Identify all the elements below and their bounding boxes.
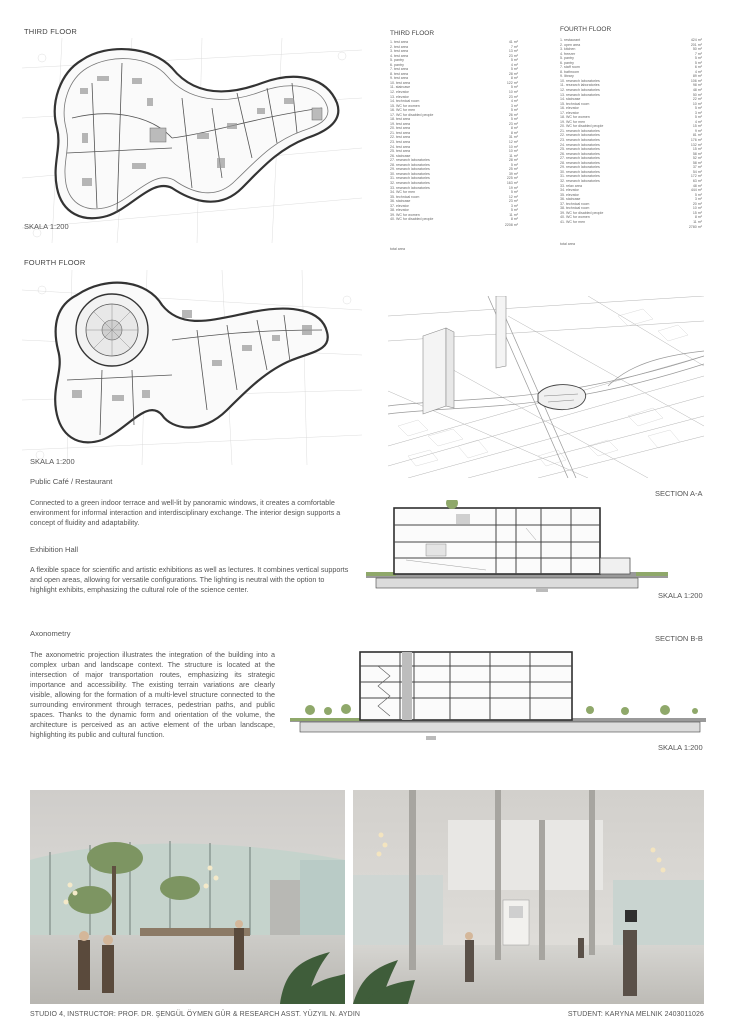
room-name: 8. test area [390, 71, 408, 76]
room-area: 424 m² [690, 38, 702, 42]
room-name: 6. pantry [390, 62, 404, 67]
room-area: 5 m² [694, 106, 702, 111]
fourth-floor-title: FOURTH FLOOR [24, 258, 86, 267]
room-name: 17. WC for disabled people [390, 112, 434, 117]
room-name: 26. research laboratories [560, 151, 600, 156]
room-name: 28. research laboratories [560, 160, 600, 165]
room-area: 8 m² [694, 215, 702, 220]
third-floor-title: THIRD FLOOR [24, 27, 78, 36]
room-name: 7. test area [390, 67, 408, 72]
axonometry-description: The axonometric projection illustrates the integration of the building into a complex urban and landscape context. The structure is located at the intersection of major transportation routes, emphasizing its strategic importance and accessibility. The existing terrain variations are clearly visible, allowing for the formation of a multi-level structure connected to the surrounding environment through terraces, pedestrian paths, and public spaces. Thanks to the dynamic form and orientation of the volume, the architecture is perceived as an active element of the urban landscape, highlighting its public and cultural function. [30, 650, 275, 739]
room-area: 106 m² [690, 78, 702, 83]
room-name: 32. research laboratories [560, 178, 600, 183]
room-name: 23. research laboratories [560, 138, 600, 143]
room-name: 12. elevator [390, 90, 409, 95]
exhibition-heading: Exhibition Hall [30, 545, 79, 554]
room-name: 25. test area [390, 149, 410, 154]
room-area: 31 m² [508, 135, 518, 140]
room-area: 25 m² [508, 167, 518, 172]
room-area: 3 m² [510, 203, 518, 208]
room-area: 58 m² [692, 160, 702, 165]
room-area: 444 m² [690, 188, 702, 193]
room-name: 24. test area [390, 144, 410, 149]
footer-instructor: STUDIO 4, INSTRUCTOR: PROF. DR. ŞENGÜL ÖYMEN GÜR & RESEARCH ASST. YÜZYIL N. AYDIN [30, 1011, 361, 1018]
third-floor-room-list [390, 40, 518, 222]
section-a-title: SECTION A-A [655, 489, 703, 498]
axonometry-drawing [388, 296, 704, 478]
room-area: 8 m² [510, 217, 518, 222]
room-area: 81 m² [692, 133, 702, 138]
room-name: 1. restaurant [560, 38, 581, 42]
room-area: 28 m² [508, 158, 518, 163]
room-name: 15. technical room [560, 101, 590, 106]
room-name: 17. elevator [560, 110, 579, 115]
room-name: 4. test area [390, 53, 408, 58]
room-name: 29. research laboratories [560, 165, 600, 170]
room-name: 33. research laboratories [390, 185, 430, 190]
room-area: 5 m² [510, 162, 518, 167]
room-name: 39. WC for disabled people [560, 210, 604, 215]
room-area: 5 m² [694, 115, 702, 120]
room-name: 31. research laboratories [390, 176, 430, 181]
room-area: 10 m² [508, 149, 518, 154]
room-name: 27. research laboratories [390, 158, 430, 163]
room-area: 5 m² [510, 58, 518, 63]
fourth-floor-legend [560, 26, 702, 247]
room-name: 25. research laboratories [560, 147, 600, 152]
room-name: 34. WC for men [390, 190, 416, 195]
section-b-drawing [290, 646, 706, 746]
room-name: 23. test area [390, 140, 410, 145]
room-area: 50 m² [692, 92, 702, 97]
room-name: 27. research laboratories [560, 156, 600, 161]
room-name: 16. WC for men [390, 108, 416, 113]
third-floor-scale: SKALA 1:200 [24, 222, 69, 231]
room-area: 13 m² [508, 49, 518, 54]
third-floor-plan [22, 38, 362, 243]
room-area: 6 m² [694, 65, 702, 70]
room-name: 7. staff room [560, 65, 580, 70]
section-a-scale: SKALA 1:200 [658, 591, 703, 600]
room-name: 14. staircase [560, 97, 581, 102]
room-name: 12. research laboratories [560, 88, 600, 93]
room-name: 38. technical room [560, 206, 590, 211]
room-area: 23 m² [508, 199, 518, 204]
room-area: 10 m² [508, 144, 518, 149]
room-name: 9. test area [390, 76, 408, 81]
room-name: 15. WC for women [390, 103, 420, 108]
room-area: 39 m² [508, 171, 518, 176]
room-name: 24. research laboratories [560, 142, 600, 147]
room-name: 20. test area [390, 126, 410, 131]
room-name: 22. research laboratories [560, 133, 600, 138]
room-area: 19 m² [508, 185, 518, 190]
room-area: 48 m² [692, 88, 702, 93]
room-area: 5 m² [510, 190, 518, 195]
room-name: 34. elevator [560, 188, 579, 193]
room-area: 23 m² [508, 94, 518, 99]
room-area: 3 m² [694, 197, 702, 202]
room-area: 10 m² [508, 90, 518, 95]
room-area: 9 m² [694, 128, 702, 133]
room-name: 30. research laboratories [390, 171, 430, 176]
room-name: 35. technical room [390, 194, 420, 199]
room-name: 33. relax area [560, 183, 582, 188]
room-area: 48 m² [692, 183, 702, 188]
room-name: 32. research laboratories [390, 180, 430, 185]
room-name: 5. pantry [560, 56, 574, 61]
exhibition-render-image [353, 790, 704, 1004]
room-area: 11 m² [509, 212, 518, 217]
room-name: 18. test area [390, 117, 410, 122]
room-name: 40. WC for disabled people [390, 217, 434, 222]
room-area: 3 m² [510, 103, 518, 108]
room-area: 7 m² [510, 44, 518, 49]
cafe-description: Connected to a green indoor terrace and well-lit by panoramic windows, it creates a comfortable environment for informal interaction and interdisciplinary exchange. The interior design supports a concept of fluidity and adaptability. [30, 498, 341, 527]
section-a-drawing [366, 500, 668, 592]
room-name: 40. WC for women [560, 215, 590, 220]
room-name: 20. WC for disabled people [560, 124, 604, 129]
cafe-render-image [30, 790, 345, 1004]
room-name: 10. research laboratories [560, 78, 600, 83]
room-name: 5. pantry [390, 58, 404, 63]
room-area: 23 m² [508, 121, 518, 126]
room-area: 10 m² [692, 206, 702, 211]
room-area: 4 m² [694, 119, 702, 124]
room-area: 22 m² [692, 97, 702, 102]
room-area: 5 m² [694, 60, 702, 65]
room-area: 98 m² [692, 83, 702, 88]
room-area: 163 m² [506, 180, 518, 185]
room-area: 7 m² [694, 51, 702, 56]
room-name: 1. test area [390, 40, 408, 44]
room-name: 13. research laboratories [560, 92, 600, 97]
room-name: 6. pantry [560, 60, 574, 65]
room-name: 3. test area [390, 49, 408, 54]
room-name: 11. staircase [390, 85, 411, 90]
room-area: 26 m² [508, 112, 518, 117]
fourth-floor-legend-title: FOURTH FLOOR [560, 26, 612, 33]
room-area: 20 m² [692, 201, 702, 206]
section-b-title: SECTION B-B [655, 634, 703, 643]
room-name: 2. test area [390, 44, 408, 49]
third-floor-legend-title: THIRD FLOOR [390, 30, 435, 37]
room-area: 132 m² [690, 142, 702, 147]
room-area: 63 m² [692, 178, 702, 183]
room-area: 5 m² [510, 108, 518, 113]
room-area: 5 m² [510, 117, 518, 122]
room-name: 16. elevator [560, 106, 579, 111]
room-area: 23 m² [508, 53, 518, 58]
room-area: 52 m² [692, 156, 702, 161]
room-name: 9. library [560, 74, 574, 79]
room-area: 58 m² [692, 151, 702, 156]
footer-student: STUDENT: KARYNA MELNIK 2403011026 [567, 1011, 704, 1018]
room-name: 30. research laboratories [560, 169, 600, 174]
axonometry-heading: Axonometry [30, 629, 71, 638]
room-area: 15 m² [692, 124, 702, 129]
room-row [390, 217, 518, 222]
room-name: 10. test area [390, 80, 410, 85]
room-area: 50 m² [692, 47, 702, 52]
room-area: 37 m² [692, 165, 702, 170]
room-area: 4 m² [510, 62, 518, 67]
room-area: 15 m² [692, 147, 702, 152]
room-area: 15 m² [692, 210, 702, 215]
room-area: 8 m² [510, 130, 518, 135]
room-name: 37. elevator [390, 203, 409, 208]
exhibition-description: A flexible space for scientific and artistic exhibitions as well as lectures. It combines vertical supports and open areas, allowing for versatile configurations. The lighting is neutral with the option to highlight exhibits, emphasizing the cultural role of the science center. [30, 565, 349, 594]
third-floor-total-label: total area [390, 247, 405, 252]
fourth-floor-total-area: 2780 m² [688, 225, 702, 230]
room-name: 19. test area [390, 121, 410, 126]
room-area: 4 m² [694, 69, 702, 74]
room-name: 26. staircase [390, 153, 411, 158]
room-area: 122 m² [506, 80, 518, 85]
room-area: 28 m² [508, 71, 518, 76]
room-area: 225 m² [506, 176, 518, 181]
fourth-floor-total-label: total area [560, 241, 575, 246]
room-name: 41. WC for men [560, 219, 586, 224]
room-name: 22. test area [390, 135, 410, 140]
room-name: 21. test area [390, 130, 410, 135]
cafe-heading: Public Café / Restaurant [30, 477, 113, 486]
room-area: 5 m² [510, 85, 518, 90]
room-area: 5 m² [694, 56, 702, 61]
room-area: 89 m² [692, 74, 702, 79]
room-area: 172 m² [690, 174, 702, 179]
room-name: 38. elevator [390, 208, 409, 213]
room-name: 29. research laboratories [390, 167, 430, 172]
room-area: 201 m² [690, 42, 702, 47]
room-row [560, 220, 702, 225]
room-area: 11 m² [693, 219, 702, 224]
room-area: 54 m² [692, 169, 702, 174]
room-area: 4 m² [510, 99, 518, 104]
room-area: 3 m² [694, 110, 702, 115]
fourth-floor-scale: SKALA 1:200 [30, 457, 75, 466]
room-name: 36. staircase [560, 197, 581, 202]
room-name: 8. bathroom [560, 69, 580, 74]
room-area: 12 m² [508, 140, 518, 145]
room-name: 13. elevator [390, 94, 409, 99]
section-b-scale: SKALA 1:200 [658, 743, 703, 752]
room-name: 2. open area [560, 42, 581, 47]
room-area: 5 m² [510, 208, 518, 213]
room-area: 176 m² [690, 138, 702, 143]
room-name: 36. staircase [390, 199, 411, 204]
third-floor-legend [390, 30, 518, 252]
room-name: 31. research laboratories [560, 174, 600, 179]
room-area: 11 m² [509, 153, 518, 158]
room-name: 18. WC for women [560, 115, 590, 120]
room-name: 19. WC for men [560, 119, 586, 124]
room-area: 41 m² [508, 40, 518, 44]
fourth-floor-plan [22, 270, 362, 465]
room-name: 4. freezer [560, 51, 576, 56]
room-area: 10 m² [692, 101, 702, 106]
room-area: 5 m² [694, 192, 702, 197]
room-name: 39. WC for women [390, 212, 420, 217]
room-name: 28. research laboratories [390, 162, 430, 167]
room-name: 37. technical room [560, 201, 590, 206]
room-name: 11. research laboratories [560, 83, 600, 88]
third-floor-total-area: 2208 m² [504, 222, 518, 227]
room-name: 14. technical room [390, 99, 420, 104]
room-name: 21. research laboratories [560, 128, 600, 133]
room-name: 3. kitchen [560, 47, 576, 52]
room-area: 8 m² [510, 126, 518, 131]
room-area: 8 m² [510, 76, 518, 81]
room-area: 5 m² [510, 67, 518, 72]
room-name: 35. elevator [560, 192, 579, 197]
room-area: 12 m² [508, 194, 518, 199]
fourth-floor-room-list [560, 38, 702, 224]
